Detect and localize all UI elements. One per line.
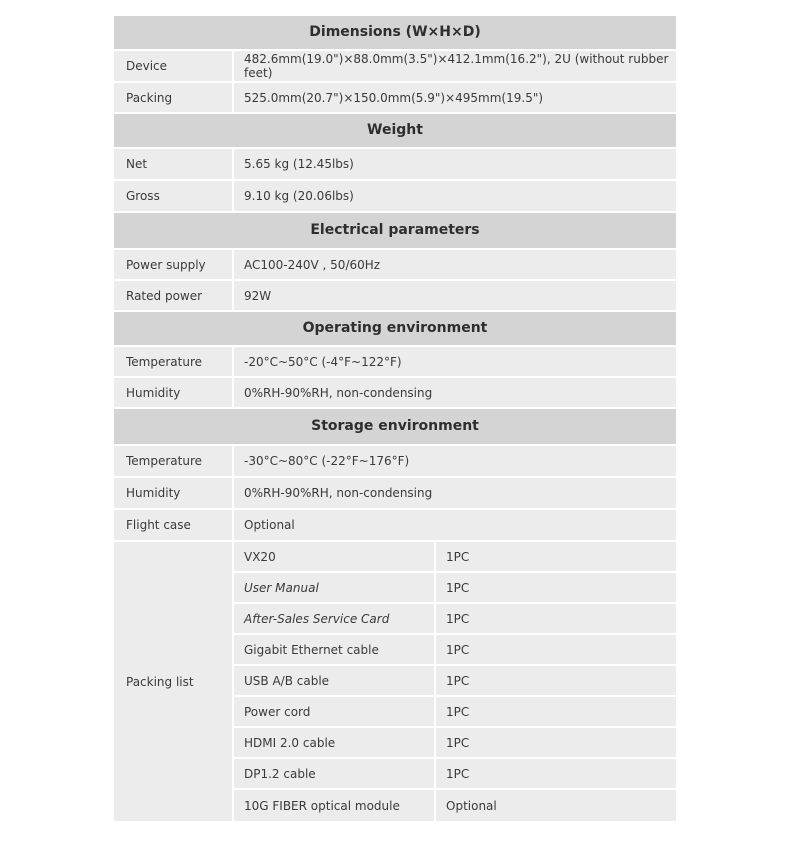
row-label: Temperature: [114, 446, 234, 476]
row-value: 482.6mm(19.0")×88.0mm(3.5")×412.1mm(16.2"), 2U (without rubber feet): [244, 52, 669, 80]
item-qty: 1PC: [446, 735, 470, 750]
item-qty: 1PC: [446, 704, 470, 719]
row-label: Humidity: [114, 378, 234, 407]
spec-row: [114, 281, 676, 312]
section-title: Storage environment: [311, 418, 479, 434]
packing-item: [234, 604, 676, 635]
row-label: Power supply: [114, 250, 234, 279]
item-name: VX20: [234, 542, 436, 571]
item-name: 10G FIBER optical module: [234, 790, 436, 821]
row-value: 525.0mm(20.7")×150.0mm(5.9")×495mm(19.5"): [244, 90, 544, 105]
item-qty: 1PC: [446, 549, 470, 564]
item-qty: Optional: [446, 798, 497, 813]
packing-item: [234, 666, 676, 697]
section-header-operating-environment: [114, 312, 676, 347]
packing-list: [114, 542, 676, 821]
spec-row: [114, 149, 676, 181]
packing-item: [234, 542, 676, 573]
spec-row: [114, 83, 676, 114]
row-label: Flight case: [114, 510, 234, 540]
row-value: 5.65 kg (12.45lbs): [244, 157, 354, 171]
packing-item: [234, 573, 676, 604]
row-value: 92W: [244, 288, 272, 303]
item-qty: 1PC: [446, 766, 470, 781]
spec-row: [114, 510, 676, 542]
item-name: DP1.2 cable: [234, 759, 436, 788]
row-value: -30°C~80°C (-22°F~176°F): [244, 454, 410, 468]
row-value: 0%RH-90%RH, non-condensing: [244, 486, 433, 500]
spec-row: [114, 478, 676, 510]
section-title: Weight: [367, 122, 423, 138]
row-label: Rated power: [114, 281, 234, 310]
row-label: Net: [114, 149, 234, 179]
row-label: Humidity: [114, 478, 234, 508]
row-value: -20°C~50°C (-4°F~122°F): [244, 354, 402, 369]
section-header-storage-environment: [114, 409, 676, 446]
spec-row: [114, 181, 676, 213]
item-qty: 1PC: [446, 673, 470, 688]
item-name: User Manual: [234, 573, 436, 602]
section-header-dimensions: [114, 16, 676, 51]
packing-item: [234, 759, 676, 790]
item-qty: 1PC: [446, 642, 470, 657]
row-value: 9.10 kg (20.06lbs): [244, 189, 354, 203]
spec-row: [114, 250, 676, 281]
spec-row: [114, 51, 676, 83]
row-label: Device: [114, 51, 234, 81]
section-header-electrical: [114, 213, 676, 250]
packing-list-items: [234, 542, 676, 821]
packing-item: [234, 790, 676, 821]
section-title: Dimensions (W×H×D): [309, 24, 481, 40]
row-label: Packing: [114, 83, 234, 112]
spec-row: [114, 378, 676, 409]
row-value: Optional: [244, 518, 295, 532]
packing-item: [234, 635, 676, 666]
row-value: 0%RH-90%RH, non-condensing: [244, 385, 433, 400]
row-value: AC100-240V , 50/60Hz: [244, 257, 381, 272]
section-title: Operating environment: [302, 320, 488, 336]
item-name: HDMI 2.0 cable: [234, 728, 436, 757]
row-label: Gross: [114, 181, 234, 211]
item-qty: 1PC: [446, 580, 470, 595]
packing-list-label: Packing list: [114, 542, 234, 821]
section-title: Electrical parameters: [310, 222, 480, 238]
item-name: USB A/B cable: [234, 666, 436, 695]
item-name: Gigabit Ethernet cable: [234, 635, 436, 664]
item-name: After-Sales Service Card: [234, 604, 436, 633]
packing-item: [234, 697, 676, 728]
spec-row: [114, 446, 676, 478]
spec-row: [114, 347, 676, 378]
section-header-weight: [114, 114, 676, 149]
packing-item: [234, 728, 676, 759]
spec-table: [114, 16, 676, 821]
item-qty: 1PC: [446, 611, 470, 626]
row-label: Temperature: [114, 347, 234, 376]
item-name: Power cord: [234, 697, 436, 726]
